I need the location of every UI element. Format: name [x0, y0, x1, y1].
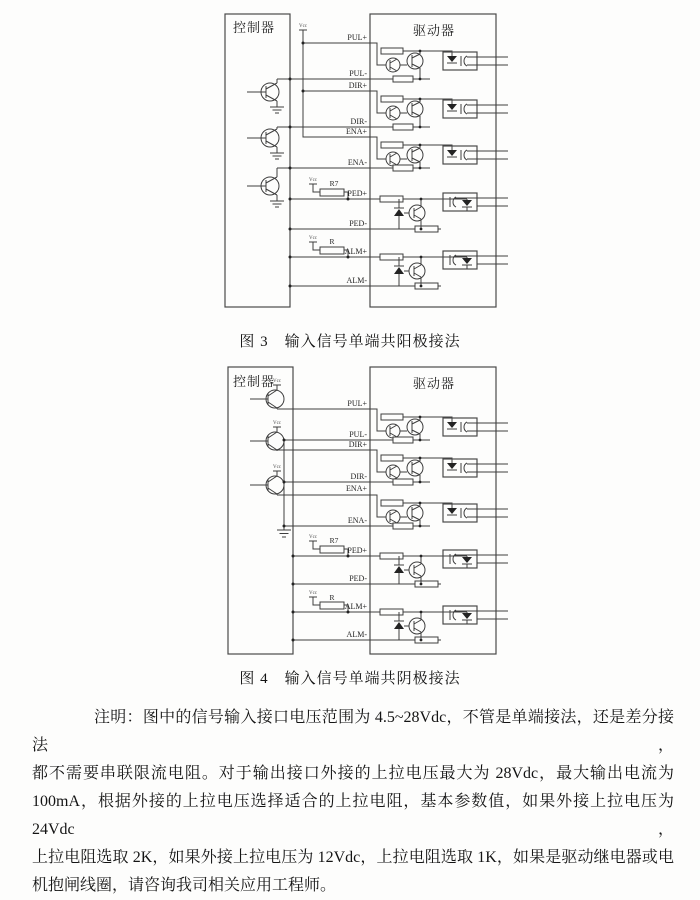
note-line-4: 上拉电阻选取 2K，如果外接上拉电压为 12Vdc，上拉电阻选取 1K，如果是驱动继电器或电 [32, 849, 674, 866]
fig4-signal-label: PED+ [347, 546, 367, 555]
fig3-signal-label: ENA+ [346, 127, 367, 136]
fig3-r-label: R [329, 237, 335, 246]
fig4-signal-label: ENA+ [346, 484, 367, 493]
fig3-driver-label: 驱动器 [413, 23, 456, 38]
fig3-pullup-r7 [320, 189, 344, 196]
fig3-ena-channel [370, 137, 508, 166]
fig4-r7-vcc-label: Vcc [308, 535, 318, 540]
fig4-controller-label: 控制器 [233, 374, 276, 389]
fig4-ped-alm-lines [293, 556, 467, 640]
fig4-driver-label: 驱动器 [413, 376, 456, 391]
fig3-signal-label: ALM- [346, 276, 367, 285]
fig3-pullup-r [320, 247, 344, 254]
figure4-schematic [228, 367, 508, 654]
fig3-signal-label: PED- [349, 219, 367, 228]
note-line-5: 机抱闸线圈，请咨询我司相关应用工程师。 [32, 877, 337, 894]
fig3-signal-label: PED+ [347, 189, 367, 198]
fig4-signal-label: PUL- [349, 430, 367, 439]
fig3-signal-label: DIR- [350, 117, 367, 126]
fig4-signal-label: DIR- [350, 472, 367, 481]
fig3-r7-label: R7 [329, 179, 339, 188]
note-paragraph [32, 704, 674, 900]
note-line-1: 注明：图中的信号输入接口电压范围为 4.5~28Vdc，不管是单端接法，还是差分接法， [32, 709, 674, 754]
note-line-2: 都不需要串联限流电阻。对于输出接口外接的上拉电压最大为 28Vdc，最大输出电流为 [32, 765, 674, 782]
fig4-r-vcc-label: Vcc [308, 591, 318, 596]
fig4-controller-box [228, 367, 293, 654]
fig3-signal-label: PUL- [349, 69, 367, 78]
fig3-vcc-label: Vcc [298, 24, 308, 29]
fig3-r-vcc-label: Vcc [308, 236, 318, 241]
fig3-pul-channel [370, 43, 508, 72]
fig3-signal-label: PUL+ [347, 33, 367, 42]
fig3-signal-label: ALM+ [344, 247, 367, 256]
fig4-r7-label: R7 [329, 536, 339, 545]
fig4-t1-vcc-label: Vcc [272, 379, 282, 384]
fig4-signal-label: ALM+ [344, 602, 367, 611]
fig4-t2-vcc-label: Vcc [272, 421, 282, 426]
fig3-signal-label: ENA- [347, 158, 367, 167]
fig3-r7-vcc-label: Vcc [308, 178, 318, 183]
note-line-3: 100mA，根据外接的上拉电压选择适合的上拉电阻，基本参数值，如果外接上拉电压为 24Vdc， [32, 793, 674, 838]
fig4-ground-symbol [277, 530, 291, 537]
figure3-caption: 图 3 输入信号单端共阳极接法 [239, 334, 461, 350]
fig4-signal-label: PUL+ [347, 399, 367, 408]
fig4-t3-vcc-label: Vcc [272, 465, 282, 470]
fig4-signal-label: ENA- [347, 516, 367, 525]
fig3-controller-label: 控制器 [233, 20, 276, 35]
fig4-signal-label: PED- [349, 574, 367, 583]
fig4-pullup-r [320, 602, 344, 609]
fig4-r-label: R [329, 593, 335, 602]
fig4-signal-label: ALM- [346, 630, 367, 639]
fig4-ena-channel [370, 495, 508, 524]
fig3-dir-channel [370, 91, 508, 120]
fig4-pul-channel [370, 409, 508, 438]
figure4-caption: 图 4 输入信号单端共阴极接法 [239, 671, 461, 687]
figure3-schematic [225, 14, 508, 307]
fig4-signal-label: DIR+ [348, 440, 367, 449]
fig4-pullup-r7 [320, 546, 344, 553]
fig3-controller-box [225, 14, 290, 307]
fig3-signal-label: DIR+ [348, 81, 367, 90]
fig4-dir-channel [370, 450, 508, 479]
